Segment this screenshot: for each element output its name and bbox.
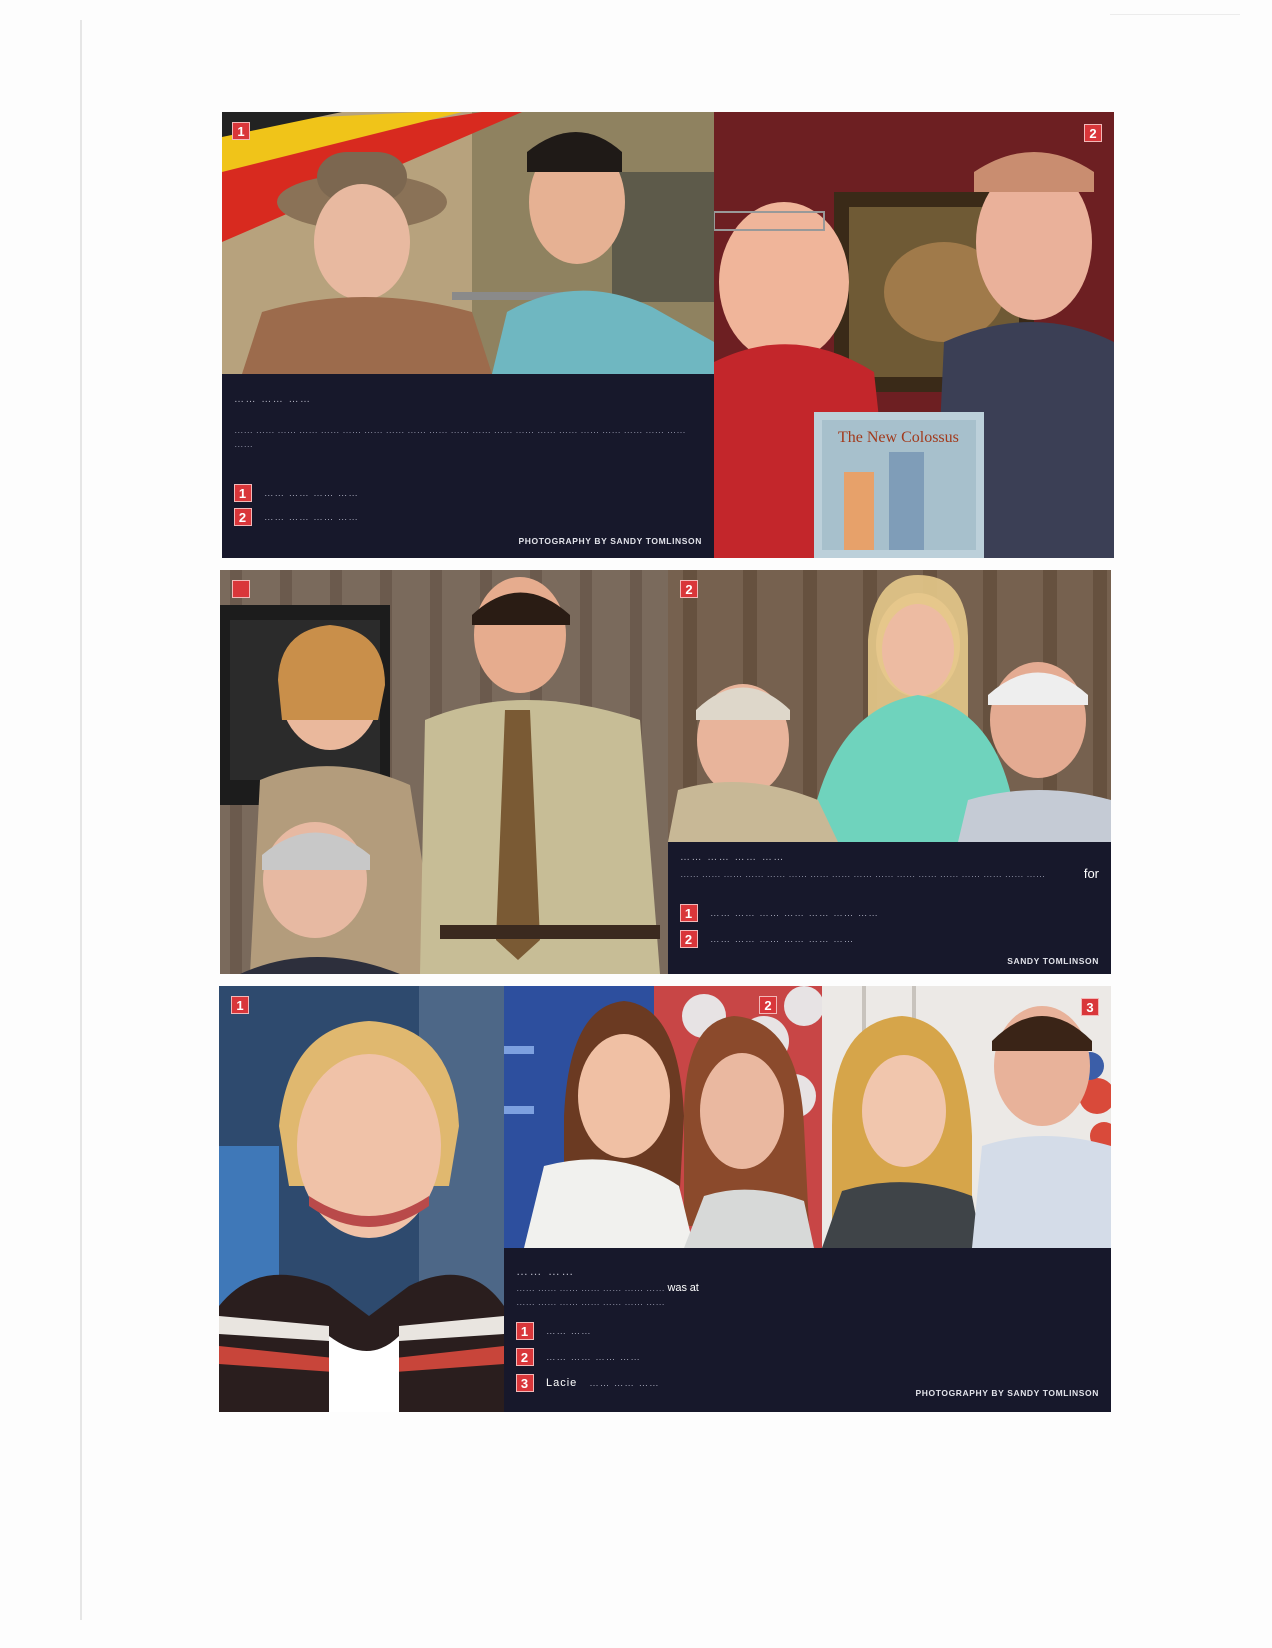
item-number-badge: 1	[680, 904, 698, 922]
photo-panel-3	[219, 986, 1111, 1412]
caption-body: …… …… …… …… …… …… …… …… …… …… …… …… …… …… …… …… ……	[680, 869, 1046, 880]
photo-number-badge	[232, 580, 250, 598]
caption-box-3	[504, 1248, 1111, 1412]
caption-word-at: at	[689, 1282, 699, 1294]
item-number-badge: 3	[516, 1374, 534, 1392]
caption-title: …… ……	[516, 1264, 575, 1278]
caption-list-item	[516, 1348, 641, 1366]
book-cover-title: The New Colossus	[838, 429, 959, 446]
caption-list-item	[680, 930, 854, 948]
page-top-rule	[1110, 14, 1240, 15]
photo-credit: PHOTOGRAPHY BY SANDY TOMLINSON	[518, 536, 702, 546]
page-margin-rule	[80, 20, 82, 1620]
photo-number-badge: 2	[759, 996, 777, 1014]
caption-list-item	[516, 1374, 660, 1392]
caption-body	[516, 1282, 1101, 1309]
photo-3-1	[219, 986, 504, 1412]
photo-number-badge: 1	[232, 122, 250, 140]
photo-1-1	[222, 112, 714, 374]
caption-word: for	[1083, 866, 1099, 881]
caption-list-item	[234, 484, 359, 502]
item-number-badge: 2	[680, 930, 698, 948]
photo-credit: PHOTOGRAPHY BY SANDY TOMLINSON	[915, 1388, 1099, 1398]
photo-number-badge: 1	[231, 996, 249, 1014]
caption-box-2	[668, 842, 1111, 974]
item-names: …… …… …… …… …… …… ……	[710, 907, 879, 919]
item-names: …… ……	[546, 1325, 592, 1337]
caption-list-item	[234, 508, 359, 526]
item-names: …… …… …… ……	[264, 511, 359, 523]
caption-box-1	[222, 374, 714, 558]
photo-number-badge: 2	[1084, 124, 1102, 142]
photo-2-2	[668, 570, 1111, 842]
caption-title: …… …… …… ……	[680, 852, 785, 863]
photo-2-1	[220, 570, 668, 974]
caption-title: …… …… ……	[234, 394, 312, 405]
caption-body: …… …… …… …… …… …… …… …… …… …… …… …… …… …… …… …… …… …… …… …… …… ……	[234, 425, 686, 450]
photo-3-2	[504, 986, 822, 1248]
item-name-lead: Lacie	[546, 1377, 578, 1389]
item-names: …… …… …… ……	[546, 1351, 641, 1363]
photo-panel-1	[222, 112, 1114, 558]
item-number-badge: 2	[234, 508, 252, 526]
photo-panel-2	[220, 570, 1111, 974]
item-number-badge: 1	[234, 484, 252, 502]
item-names: …… …… ……	[589, 1377, 660, 1389]
caption-body-a: …… …… …… …… …… …… ……	[516, 1283, 665, 1294]
item-names: …… …… …… ……	[264, 487, 359, 499]
caption-body-b: …… …… …… …… …… …… ……	[516, 1296, 665, 1308]
photo-number-badge: 2	[680, 580, 698, 598]
photo-number-badge: 3	[1081, 998, 1099, 1016]
photo-1-2	[714, 112, 1114, 558]
item-number-badge: 1	[516, 1322, 534, 1340]
photo-credit: SANDY TOMLINSON	[1007, 956, 1099, 966]
item-names: …… …… …… …… …… ……	[710, 933, 855, 945]
caption-word-was: was	[667, 1282, 688, 1294]
photo-3-3	[822, 986, 1111, 1248]
caption-list-item	[680, 904, 879, 922]
caption-list-item	[516, 1322, 592, 1340]
item-number-badge: 2	[516, 1348, 534, 1366]
